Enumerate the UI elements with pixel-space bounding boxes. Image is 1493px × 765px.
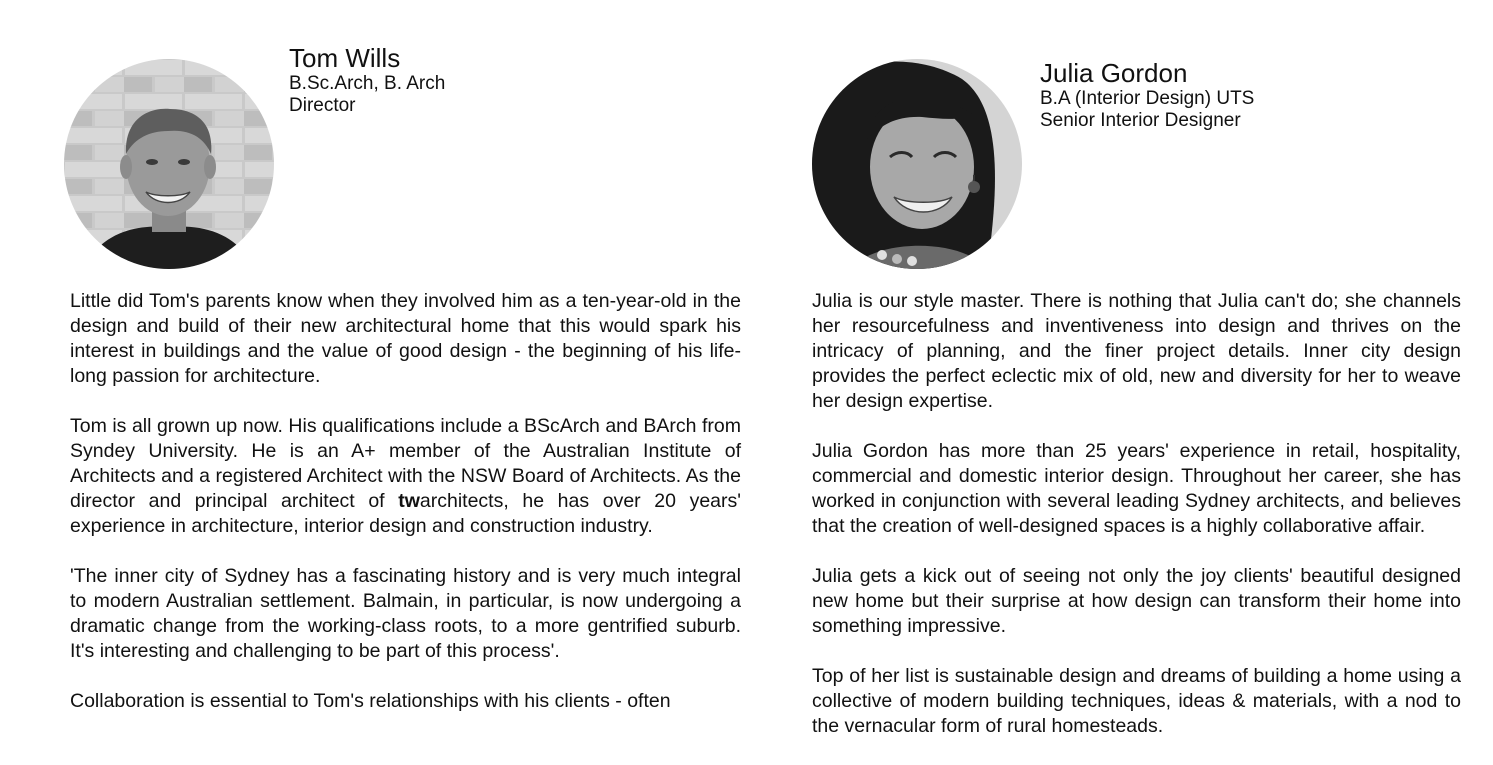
bio-paragraph: Julia Gordon has more than 25 years' experience in retail, hospitality, commercial and domestic interior design. Throughout her career, she has worked in conjunction with several leading Sydney architects, and believes that the creation of well-designed spaces is a highly collaborative affair. bbox=[812, 440, 1461, 537]
bio-paragraph: Collaboration is essential to Tom's relationships with his clients - often bbox=[70, 690, 671, 712]
bio-paragraph: Julia is our style master. There is nothing that Julia can't do; she channels her resourcefulness and inventiveness into design and thrives on the intricacy of planning, and the finer project details. Inner city design provides the perfect eclectic mix of old, new and diversity for her to weave her design expertise. bbox=[812, 290, 1461, 412]
avatar-julia-gordon bbox=[812, 59, 1022, 269]
bio-paragraph bbox=[70, 414, 741, 539]
profile-credentials: B.A (Interior Design) UTS bbox=[1040, 88, 1255, 109]
bio-paragraph: Julia gets a kick out of seeing not only the joy clients' beautiful designed new home but their surprise at how design can transform their home into something impressive. bbox=[812, 565, 1461, 637]
profile-bio-julia bbox=[812, 289, 1461, 764]
profile-name: Julia Gordon bbox=[1040, 58, 1188, 88]
profile-header-julia bbox=[1040, 58, 1254, 132]
bio-text: Tom is all grown up now. His qualifications include a BScArch and BArch from Syndey University. He is an A+ member of the Australian Institute of Architects and a registered Architect with the NSW Board of Architects. As the director and principal architect of bbox=[70, 415, 741, 512]
profile-header-tom bbox=[289, 43, 445, 117]
profile-credentials: B.Sc.Arch, B. Arch bbox=[289, 73, 446, 94]
profile-role: Senior Interior Designer bbox=[1040, 110, 1241, 131]
bio-paragraph: 'The inner city of Sydney has a fascinating history and is very much integral to modern Australian settlement. Balmain, in particular, is now undergoing a dramatic change from the working-class roots, to a more gentrified suburb. It's interesting and challenging to be part of this process'. bbox=[70, 565, 741, 662]
bio-text: architects, he has over 20 years' experience in architecture, interior design and construction industry. bbox=[70, 490, 741, 537]
profile-name: Tom Wills bbox=[289, 43, 401, 73]
profile-bio-tom bbox=[70, 289, 741, 739]
profile-role: Director bbox=[289, 95, 356, 116]
bio-paragraph: Top of her list is sustainable design and dreams of building a home using a collective of modern building techniques, ideas & materials, with a nod to the vernacular form of rural homesteads. bbox=[812, 665, 1461, 737]
bio-paragraph: Little did Tom's parents know when they involved him as a ten-year-old in the design and build of their new architectural home that this would spark his interest in buildings and the value of good design - the beginning of his life-long passion for architecture. bbox=[70, 290, 741, 387]
avatar-tom-wills bbox=[64, 59, 274, 269]
brand-name-bold: tw bbox=[398, 490, 420, 512]
portrait-photo-icon bbox=[64, 59, 274, 269]
portrait-photo-icon bbox=[812, 59, 1022, 269]
